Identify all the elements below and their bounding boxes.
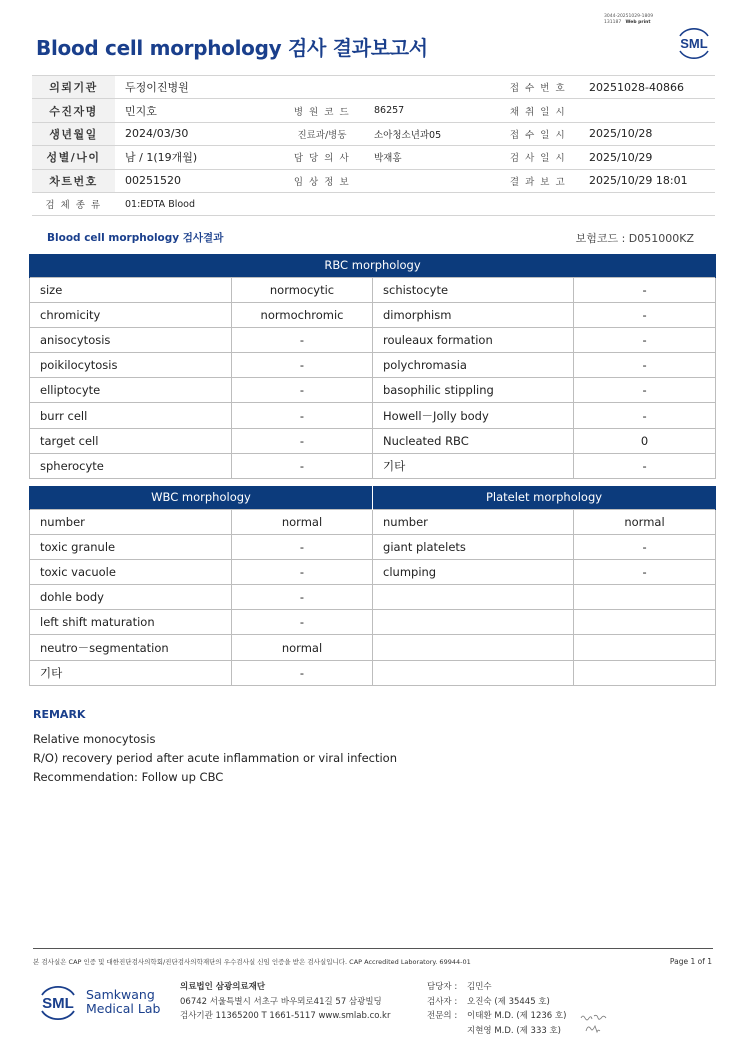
print-id-line1: 3044-20251029-1809 <box>604 14 654 19</box>
item-result: - <box>232 353 373 378</box>
specimen-value: 01:EDTA Blood <box>115 192 715 215</box>
staff-row <box>427 1009 566 1024</box>
info-row <box>32 99 715 122</box>
table-row <box>30 277 716 302</box>
item-name: poikilocytosis <box>30 353 232 378</box>
company-name <box>86 988 160 1016</box>
report-title: Blood cell morphology 검사 결과보고서 <box>36 36 428 60</box>
item-name: size <box>30 277 232 302</box>
remark-title: REMARK <box>33 708 86 721</box>
item-result: - <box>232 453 373 478</box>
staff-row <box>427 995 566 1010</box>
sml-bottom-logo-text: SML <box>42 995 74 1012</box>
table-row <box>30 509 716 534</box>
staff-label: 검사자 : <box>427 996 458 1007</box>
item-name: 기타 <box>373 453 574 478</box>
item-name: basophilic stippling <box>373 378 574 403</box>
info-row <box>32 122 715 145</box>
item-name: number <box>30 509 232 534</box>
table-row <box>30 403 716 428</box>
item-name <box>373 635 574 660</box>
item-name: elliptocyte <box>30 378 232 403</box>
item-name: polychromasia <box>373 353 574 378</box>
staff-label: 담당자 : <box>427 982 458 992</box>
company-name-line2: Medical Lab <box>86 1001 161 1016</box>
staff-label: 전문의 : <box>427 1011 458 1021</box>
patient-info-table <box>32 75 715 216</box>
report-date-value: 2025/10/29 18:01 <box>579 169 715 192</box>
item-result <box>574 635 716 660</box>
clinical-value <box>364 169 497 192</box>
clinical-label: 임 상 정 보 <box>280 169 364 192</box>
chart-no-label: 차트번호 <box>32 169 115 192</box>
item-result: - <box>232 660 373 685</box>
birth-value: 2024/03/30 <box>115 122 280 145</box>
item-result: - <box>232 534 373 559</box>
item-result: - <box>574 353 716 378</box>
item-result <box>574 660 716 685</box>
org-name: 의료법인 삼광의료재단 <box>180 982 266 992</box>
item-name: left shift maturation <box>30 610 232 635</box>
item-result: - <box>232 559 373 584</box>
sml-logo-text: SML <box>680 36 708 51</box>
info-row <box>32 146 715 169</box>
item-result: - <box>232 610 373 635</box>
item-result: - <box>232 428 373 453</box>
staff-name: 이태환 M.D. (제 1236 호) <box>467 1011 567 1021</box>
wbc-header: WBC morphology <box>30 486 373 509</box>
item-name <box>373 585 574 610</box>
item-name: giant platelets <box>373 534 574 559</box>
specimen-label: 검 체 종 류 <box>32 192 115 215</box>
item-name <box>373 610 574 635</box>
item-result: - <box>574 378 716 403</box>
hospital-code-label: 병 원 코 드 <box>280 99 364 122</box>
staff-name: 김민수 <box>467 982 492 992</box>
item-name: Nucleated RBC <box>373 428 574 453</box>
patient-value: 민지호 <box>115 99 280 122</box>
doctor-value: 박재홍 <box>364 146 497 169</box>
platelet-header: Platelet morphology <box>373 486 716 509</box>
footer-divider <box>33 948 713 949</box>
item-name: neutro－segmentation <box>30 635 232 660</box>
item-result <box>574 585 716 610</box>
info-row <box>32 192 715 215</box>
hospital-code-value: 86257 <box>364 99 497 122</box>
item-name: toxic granule <box>30 534 232 559</box>
print-id-line2: 131187 <box>604 20 622 25</box>
item-name: schistocyte <box>373 277 574 302</box>
receipt-date-value: 2025/10/28 <box>579 122 715 145</box>
footer-note: 본 검사실은 CAP 인증 및 대한진단검사의학회/진단검사의학재단의 우수검사실 신임 인증을 받은 검사실입니다. CAP Accredited Laboratory. 69944-01 <box>33 958 471 966</box>
exam-date-value: 2025/10/29 <box>579 146 715 169</box>
table-row <box>30 353 716 378</box>
sml-bottom-logo-icon <box>36 980 80 1024</box>
table-row <box>30 534 716 559</box>
table-row <box>30 327 716 352</box>
item-result: - <box>232 585 373 610</box>
remark-line: Recommendation: Follow up CBC <box>33 770 224 784</box>
item-name: spherocyte <box>30 453 232 478</box>
staff-label <box>427 1024 467 1039</box>
item-result: 0 <box>574 428 716 453</box>
table-row <box>30 302 716 327</box>
item-result: - <box>232 327 373 352</box>
table-row <box>30 378 716 403</box>
org-address: 06742 서울특별시 서초구 바우뫼로41길 57 삼광빌딩 <box>180 996 382 1007</box>
section-title: Blood cell morphology 검사결과 <box>47 232 224 244</box>
item-result: - <box>574 403 716 428</box>
chart-no-value: 00251520 <box>115 169 280 192</box>
report-date-label: 결 과 보 고 <box>497 169 579 192</box>
item-result: - <box>574 559 716 584</box>
item-name: clumping <box>373 559 574 584</box>
staff-name: 오진숙 (제 35445 호) <box>467 996 550 1007</box>
table-row <box>30 610 716 635</box>
item-name: number <box>373 509 574 534</box>
signature-icon <box>578 1011 610 1037</box>
table-row <box>30 635 716 660</box>
doctor-label: 담 당 의 사 <box>280 146 364 169</box>
dept-value: 소아청소년과05 <box>364 122 497 145</box>
collect-date-label: 채 취 일 시 <box>497 99 579 122</box>
item-result: normochromic <box>232 302 373 327</box>
item-name: dimorphism <box>373 302 574 327</box>
exam-date-label: 검 사 일 시 <box>497 146 579 169</box>
sex-age-value: 남 / 1(19개월) <box>115 146 280 169</box>
item-name: anisocytosis <box>30 327 232 352</box>
item-result: - <box>232 378 373 403</box>
wbc-platelet-morphology-table <box>29 486 716 686</box>
table-row <box>30 453 716 478</box>
collect-date-value <box>579 99 715 122</box>
table-row <box>30 585 716 610</box>
item-result: - <box>574 534 716 559</box>
remark-text <box>33 730 397 787</box>
staff-row <box>427 980 566 995</box>
insurance-code: 보험코드 : D051000KZ <box>575 232 694 245</box>
item-result: - <box>574 302 716 327</box>
institution-label: 의뢰기관 <box>32 76 115 99</box>
sex-age-label: 성별/나이 <box>32 146 115 169</box>
item-name: burr cell <box>30 403 232 428</box>
organization-info <box>180 980 390 1024</box>
item-name: toxic vacuole <box>30 559 232 584</box>
item-name: chromicity <box>30 302 232 327</box>
item-name: target cell <box>30 428 232 453</box>
rbc-header: RBC morphology <box>30 254 716 277</box>
staff-name: 지현영 M.D. (제 333 호) <box>467 1025 562 1036</box>
receipt-no-label: 접 수 번 호 <box>497 76 579 99</box>
receipt-date-label: 접 수 일 시 <box>497 122 579 145</box>
receipt-no-value: 20251028-40866 <box>579 76 715 99</box>
remark-line: R/O) recovery period after acute inflammation or viral infection <box>33 751 398 765</box>
table-row <box>30 559 716 584</box>
item-result: - <box>574 453 716 478</box>
page-number: Page 1 of 1 <box>669 957 712 966</box>
item-result: - <box>574 327 716 352</box>
web-print-label: Web print <box>625 20 651 25</box>
item-result: normal <box>232 635 373 660</box>
item-result: normal <box>232 509 373 534</box>
item-result: - <box>232 403 373 428</box>
remark-line: Relative monocytosis <box>33 732 156 746</box>
item-result: - <box>574 277 716 302</box>
dept-label: 진료과/병동 <box>280 122 364 145</box>
info-row <box>32 76 715 99</box>
item-result: normal <box>574 509 716 534</box>
patient-label: 수진자명 <box>32 99 115 122</box>
item-name: 기타 <box>30 660 232 685</box>
item-result: normocytic <box>232 277 373 302</box>
item-result <box>574 610 716 635</box>
company-name-line1: Samkwang <box>86 987 155 1002</box>
item-name <box>373 660 574 685</box>
info-row <box>32 169 715 192</box>
birth-label: 생년월일 <box>32 122 115 145</box>
rbc-morphology-table <box>29 254 716 479</box>
institution-value: 두정이진병원 <box>115 76 497 99</box>
org-contact: 검사기관 11365200 T 1661-5117 www.smlab.co.kr <box>180 1011 391 1021</box>
table-row <box>30 428 716 453</box>
sml-logo-icon <box>674 24 714 62</box>
staff-info <box>427 980 566 1038</box>
item-name: Howell－Jolly body <box>373 403 574 428</box>
table-row <box>30 660 716 685</box>
staff-row <box>427 1024 566 1039</box>
item-name: dohle body <box>30 585 232 610</box>
item-name: rouleaux formation <box>373 327 574 352</box>
print-id <box>604 14 653 26</box>
